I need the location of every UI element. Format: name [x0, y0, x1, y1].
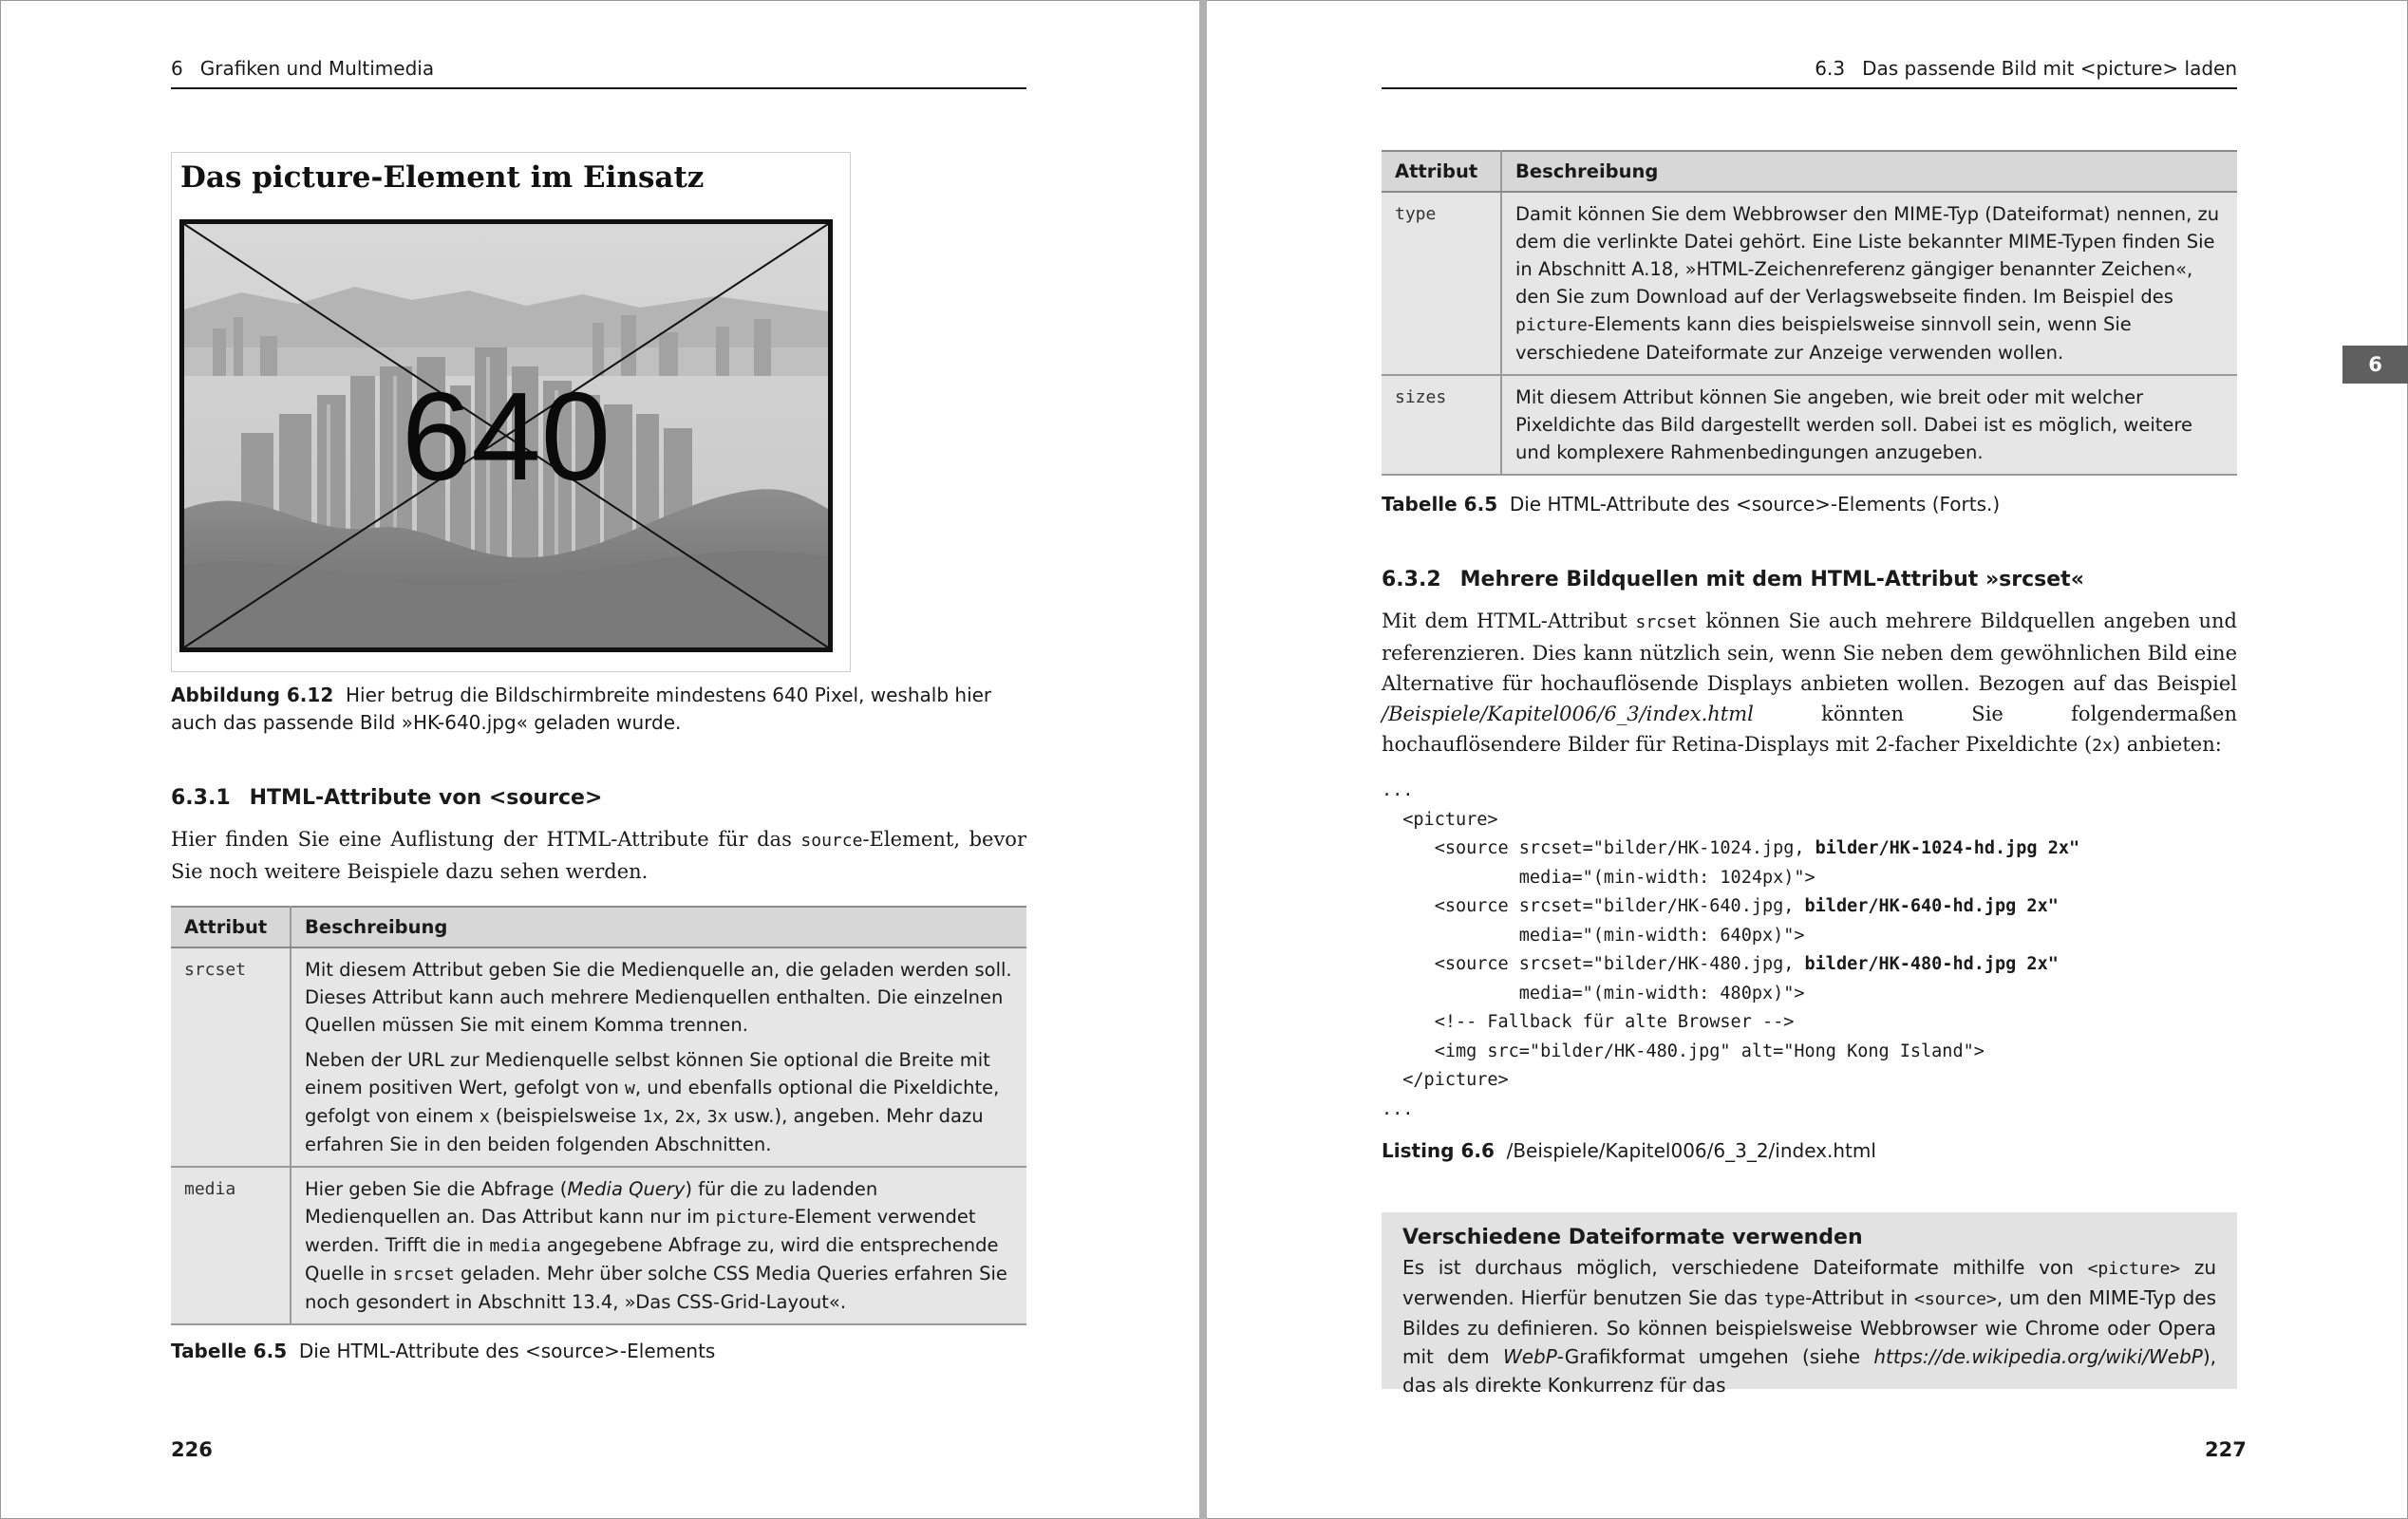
col-header-beschreibung: Beschreibung [291, 907, 1026, 947]
code-line: <img src="bilder/HK-480.jpg" alt="Hong Kong Island"> [1382, 1041, 1985, 1061]
table-caption-right [1382, 491, 2000, 518]
figure-caption-line1: Hier betrug die Bildschirmbreite mindestens 640 Pixel, weshalb hier [345, 684, 992, 706]
col-header-beschreibung: Beschreibung [1501, 151, 2237, 192]
text-fragment: -Attribut in [1805, 1286, 1915, 1309]
code-fragment: srcset [1635, 612, 1698, 632]
text-fragment: Neben der URL zur Medienquelle selbst können Sie optional die Breite mit einem positiven Wert, gefolgt von [305, 1049, 990, 1098]
attr-desc-srcset [291, 947, 1026, 1167]
text-fragment: angegebene Abfrage zu, wird die entsprechende Quelle in [305, 1234, 999, 1285]
section-title: Mehrere Bildquellen mit dem HTML-Attribut »srcset« [1459, 568, 2084, 591]
text-fragment: ) für die zu ladenden Medienquellen an. Das Attribut kann nur im [305, 1178, 878, 1228]
text-fragment: ) anbieten: [2112, 733, 2222, 756]
code-line: <!-- Fallback für alte Browser --> [1382, 1012, 1795, 1032]
table-header-row [171, 907, 1026, 947]
srcset-desc-p1: Mit diesem Attribut geben Sie die Medienquelle an, die geladen werden soll. Dieses Attribut kann auch mehrere Medienquellen enthalten. Die einzelnen Quellen müssen Sie mit einem Komma trennen. [305, 959, 1012, 1036]
code-fragment: x [479, 1107, 490, 1127]
chapter-thumb-tab: 6 [2342, 346, 2408, 384]
right-page [1207, 0, 2408, 1519]
code-fragment: 2x [2092, 736, 2113, 756]
text-fragment: können Sie auch mehrere Bildquellen angeben und referenzieren. Dies kann nützlich sein, wenn Sie neben dem gewöhnlichen Bild eine Alternative für hochauflösende Displays anbieten wollen. Bezogen auf das Beispiel [1382, 609, 2237, 695]
path-fragment: /Beispiele/Kapitel006/6_3/index.html [1382, 703, 1754, 725]
code-line: <source srcset="bilder/HK-480.jpg, [1382, 954, 1805, 974]
table-caption-left [171, 1338, 715, 1365]
attr-desc-type [1501, 192, 2237, 375]
running-header-right [1382, 57, 2237, 89]
srcset-desc-p2 [305, 1046, 1013, 1158]
code-line: <picture> [1382, 809, 1498, 830]
figure-caption [171, 682, 1025, 737]
table-row [171, 1167, 1026, 1324]
text-fragment: , [695, 1105, 707, 1127]
listing-caption-path: /Beispiele/Kapitel006/6_3_2/index.html [1506, 1139, 1876, 1162]
text-fragment: -Grafikformat umgehen (siehe [1556, 1345, 1874, 1368]
table-caption-label: Tabelle 6.5 [1382, 493, 1498, 516]
col-header-attribut: Attribut [1382, 151, 1501, 192]
attr-key-type: type [1382, 192, 1501, 375]
attr-key-sizes: sizes [1382, 375, 1501, 475]
header-chapter-title: Grafiken und Multimedia [199, 57, 435, 80]
intro-paragraph [171, 824, 1026, 887]
code-line: <source srcset="bilder/HK-640.jpg, [1382, 896, 1805, 916]
section-number: 6.3.2 [1382, 568, 1441, 591]
code-line: media="(min-width: 480px)"> [1382, 983, 1805, 1003]
text-fragment: Mit dem HTML-Attribut [1382, 609, 1636, 632]
srcset-paragraph [1382, 606, 2237, 761]
header-chapter-number: 6 [171, 57, 183, 80]
figure-caption-line2: auch das passende Bild »HK-640.jpg« geladen wurde. [171, 711, 682, 734]
placeholder-image [179, 219, 833, 652]
table-row [171, 947, 1026, 1167]
link-fragment: https://de.wikipedia.org/wiki/WebP [1873, 1345, 2203, 1368]
page-number-left: 226 [171, 1438, 213, 1461]
section-title: HTML-Attribute von <source> [249, 786, 603, 810]
running-header-left [171, 57, 1026, 89]
text-fragment: Damit können Sie dem Webbrowser den MIME-Typ (Dateiformat) nennen, zu dem die verlinkte Datei gehört. Eine Liste bekannter MIME-Typen finden Sie in Abschnitt A.18, »HTML-Zeichenreferenz gängiger benannter Zeichen«, den Sie zum Download auf der Verlagswebseite finden. Im Beispiel des [1515, 203, 2220, 308]
text-fragment: zu verwenden. Hierfür benutzen Sie das [1402, 1256, 2217, 1309]
code-fragment: w [625, 1078, 635, 1098]
code-fragment: srcset [392, 1265, 455, 1285]
placeholder-number: 640 [401, 366, 611, 506]
info-box-title: Verschiedene Dateiformate verwenden [1402, 1226, 1863, 1249]
code-fragment: 2x [674, 1107, 696, 1127]
table-caption-label: Tabelle 6.5 [171, 1340, 288, 1362]
text-fragment: , und ebenfalls optional die Pixeldichte, gefolgt von einem [305, 1077, 1000, 1127]
header-section-title: Das passende Bild mit <picture> laden [1862, 57, 2237, 80]
left-page [0, 0, 1199, 1519]
attribute-table-left [171, 906, 1026, 1325]
figure-title: Das picture-Element im Einsatz [180, 160, 705, 195]
attr-desc-media [291, 1167, 1026, 1324]
code-fragment: picture [715, 1208, 788, 1228]
text-fragment: geladen. Mehr über solche CSS Media Queries erfahren Sie noch gesondert in Abschnitt 13.4, »Das CSS-Grid-Layout«. [305, 1263, 1007, 1313]
code-fragment: 3x [706, 1107, 728, 1127]
info-box-text [1402, 1253, 2216, 1399]
emphasis-fragment: Media Query [567, 1178, 686, 1200]
code-fragment: type [1763, 1289, 1806, 1309]
attr-key-srcset: srcset [171, 947, 291, 1167]
listing-caption-label: Listing 6.6 [1382, 1139, 1495, 1162]
table-row [1382, 375, 2237, 475]
section-heading-6-3-1 [171, 786, 602, 810]
page-number-right: 227 [2205, 1438, 2247, 1461]
code-fragment: <source> [1914, 1289, 1997, 1309]
text-fragment: usw.), angeben. Mehr dazu erfahren Sie in den beiden folgenden Abschnitten. [305, 1105, 984, 1155]
code-line: </picture> [1382, 1070, 1509, 1090]
info-box [1382, 1212, 2237, 1397]
page-gutter [1199, 0, 1207, 1519]
table-caption-text: Die HTML-Attribute des <source>-Elements (Forts.) [1509, 493, 2001, 516]
emphasis-fragment: WebP [1502, 1345, 1557, 1368]
attr-desc-sizes: Mit diesem Attribut können Sie angeben, wie breit oder mit welcher Pixeldichte das Bild dargestellt werden soll. Dabei ist es möglich, weitere und komplexere Rahmenbedingungen anzugeben. [1501, 375, 2237, 475]
col-header-attribut: Attribut [171, 907, 291, 947]
section-number: 6.3.1 [171, 786, 231, 810]
intro-text-b: -Element, bevor Sie noch weitere Beispiele dazu sehen werden. [171, 828, 1026, 883]
code-line: ... [1382, 1098, 1414, 1119]
table-header-row [1382, 151, 2237, 192]
code-listing [1382, 777, 2079, 1124]
code-line: <source srcset="bilder/HK-1024.jpg, [1382, 838, 1815, 858]
text-fragment: -Elements kann dies beispielsweise sinnvoll sein, wenn Sie verschiedene Dateiformate zur Anzeige verwenden wollen. [1515, 313, 2132, 364]
code-fragment: <picture> [2087, 1259, 2181, 1279]
code-line: media="(min-width: 640px)"> [1382, 925, 1805, 946]
text-fragment: Hier geben Sie die Abfrage ( [305, 1178, 568, 1200]
table-row [1382, 192, 2237, 375]
section-heading-6-3-2 [1382, 568, 2084, 591]
attribute-table-right [1382, 150, 2237, 476]
intro-text-a: Hier finden Sie eine Auflistung der HTML-Attribute für das [171, 828, 801, 851]
code-fragment: picture [1515, 315, 1588, 335]
code-fragment: media [489, 1236, 541, 1256]
text-fragment: , um den MIME-Typ des Bildes zu definieren. So können beispielsweise Webbrowser wie Chrome oder Opera mit dem [1402, 1286, 2216, 1368]
code-line-bold: bilder/HK-1024-hd.jpg 2x" [1815, 838, 2080, 858]
code-line-bold: bilder/HK-640-hd.jpg 2x" [1804, 896, 2059, 916]
text-fragment: ), das als direkte Konkurrenz für das [1402, 1345, 2216, 1397]
text-fragment: (beispielsweise [489, 1105, 643, 1127]
text-fragment: , [663, 1105, 675, 1127]
code-line: media="(min-width: 1024px)"> [1382, 867, 1815, 888]
header-section-number: 6.3 [1815, 57, 1846, 80]
attr-key-media: media [171, 1167, 291, 1324]
figure-caption-label: Abbildung 6.12 [171, 684, 334, 706]
table-caption-text: Die HTML-Attribute des <source>-Elements [298, 1340, 716, 1362]
code-line-bold: bilder/HK-480-hd.jpg 2x" [1804, 954, 2059, 974]
text-fragment: könnten Sie folgendermaßen hochauflösendere Bilder für Retina-Displays mit 2-facher Pixeldichte ( [1382, 703, 2237, 756]
listing-caption [1382, 1137, 1876, 1165]
text-fragment: -Element verwendet werden. Trifft die in [305, 1206, 976, 1256]
code-fragment: 1x [642, 1107, 664, 1127]
code-line: ... [1382, 780, 1414, 800]
text-fragment: Es ist durchaus möglich, verschiedene Dateiformate mithilfe von [1402, 1256, 2088, 1279]
figure-screenshot [171, 152, 851, 672]
intro-code: source [800, 831, 863, 851]
